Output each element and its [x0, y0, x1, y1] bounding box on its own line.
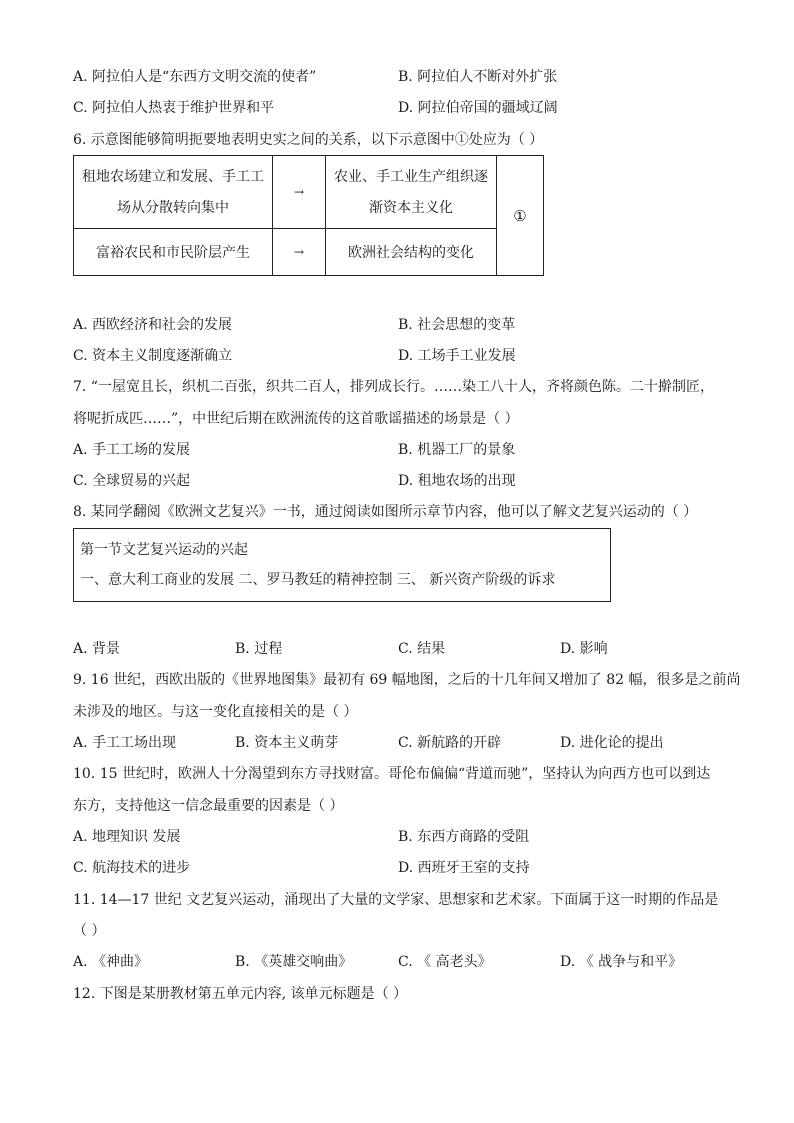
- q6-option-c: C. 资本主义制度逐渐确立: [73, 348, 233, 364]
- q6-row1-arrow: →: [293, 185, 305, 199]
- q10-option-d: D. 西班牙王室的支持: [398, 860, 530, 876]
- q9-stem-line2: 未涉及的地区。与这一变化直接相关的是（ ）: [73, 704, 358, 720]
- q6-row2-left: 富裕农民和市民阶层产生: [96, 245, 250, 261]
- q6-stem: 6. 示意图能够简明扼要地表明史实之间的关系，以下示意图中①处应为（ ）: [73, 132, 544, 148]
- q8-chapter-sections: 一、意大利工商业的发展 二、罗马教廷的精神控制 三、 新兴资产阶级的诉求: [80, 572, 556, 588]
- q7-option-b: B. 机器工厂的景象: [398, 442, 516, 458]
- q9-option-c: C. 新航路的开辟: [398, 735, 502, 751]
- q8-option-a: A. 背景: [73, 641, 121, 657]
- q8-chapter-title: 第一节文艺复兴运动的兴起: [80, 542, 248, 558]
- q9-option-a: A. 手工工场出现: [73, 735, 177, 751]
- q5-option-b: B. 阿拉伯人不断对外扩张: [398, 69, 558, 85]
- q8-option-c: C. 结果: [398, 641, 446, 657]
- q6-row1-right-line1: 农业、手工业生产组织逐: [334, 169, 488, 185]
- q10-stem-line2: 东方，支持他这一信念最重要的因素是（ ）: [73, 798, 344, 814]
- q9-stem-line1: 9. 16 世纪，西欧出版的《世界地图集》最初有 69 幅地图，之后的十几年间又增加了 82 幅，很多是之前尚: [73, 672, 741, 688]
- q5-option-c: C. 阿拉伯人热衷于维护世界和平: [73, 100, 275, 116]
- q10-option-c: C. 航海技术的进步: [73, 860, 191, 876]
- q7-stem-line2: 将呢折成匹……”，中世纪后期在欧洲流传的这首歌谣描述的场景是（ ）: [73, 411, 519, 427]
- q11-stem-line2: （ ）: [73, 923, 106, 939]
- q10-option-b: B. 东西方商路的受阻: [398, 829, 530, 845]
- q11-option-d: D. 《 战争与和平》: [560, 954, 683, 970]
- q6-option-d: D. 工场手工业发展: [398, 348, 516, 364]
- q11-option-b: B. 《英雄交响曲》: [235, 954, 353, 970]
- q10-option-a: A. 地理知识 发展: [73, 829, 181, 845]
- q5-option-a: A. 阿拉伯人是“东西方文明交流的使者”: [73, 69, 317, 85]
- q11-option-a: A. 《神曲》: [73, 954, 149, 970]
- q7-stem-line1: 7. “一屋宽且长，织机二百张，织共二百人，排列成长行。……染工八十人，齐将颜色陈。二十擀制匠，: [73, 379, 714, 395]
- q10-stem-line1: 10. 15 世纪时，欧洲人十分渴望到东方寻找财富。哥伦布偏偏“背道而驰”，坚持认为向西方也可以到达: [73, 766, 711, 782]
- q7-option-d: D. 租地农场的出现: [398, 473, 516, 489]
- q6-row1-left-line1: 租地农场建立和发展、手工工: [82, 169, 264, 185]
- q12-stem: 12. 下图是某册教材第五单元内容, 该单元标题是（ ）: [73, 986, 408, 1002]
- q9-option-d: D. 进化论的提出: [560, 735, 664, 751]
- q8-option-b: B. 过程: [235, 641, 283, 657]
- q11-stem-line1: 11. 14—17 世纪 文艺复兴运动，涌现出了大量的文学家、思想家和艺术家。下面属于这一时期的作品是: [73, 892, 719, 908]
- q6-option-a: A. 西欧经济和社会的发展: [73, 317, 233, 333]
- q6-result-marker: ①: [513, 206, 527, 225]
- q8-chapter-box: [73, 528, 611, 602]
- q6-option-b: B. 社会思想的变革: [398, 317, 516, 333]
- q6-row2-right: 欧洲社会结构的变化: [348, 245, 474, 261]
- q11-option-c: C. 《 高老头》: [398, 954, 492, 970]
- q6-row1-right-line2: 渐资本主义化: [369, 200, 453, 216]
- q8-option-d: D. 影响: [560, 641, 608, 657]
- q6-row2-arrow: →: [293, 245, 305, 259]
- q9-option-b: B. 资本主义萌芽: [235, 735, 339, 751]
- q7-option-c: C. 全球贸易的兴起: [73, 473, 191, 489]
- q5-option-d: D. 阿拉伯帝国的疆域辽阔: [398, 100, 558, 116]
- q7-option-a: A. 手工工场的发展: [73, 442, 191, 458]
- q8-stem: 8. 某同学翻阅《欧洲文艺复兴》一书，通过阅读如图所示章节内容，他可以了解文艺复兴运动的（ ）: [73, 504, 698, 520]
- q6-row1-left-line2: 场从分散转向集中: [117, 200, 229, 216]
